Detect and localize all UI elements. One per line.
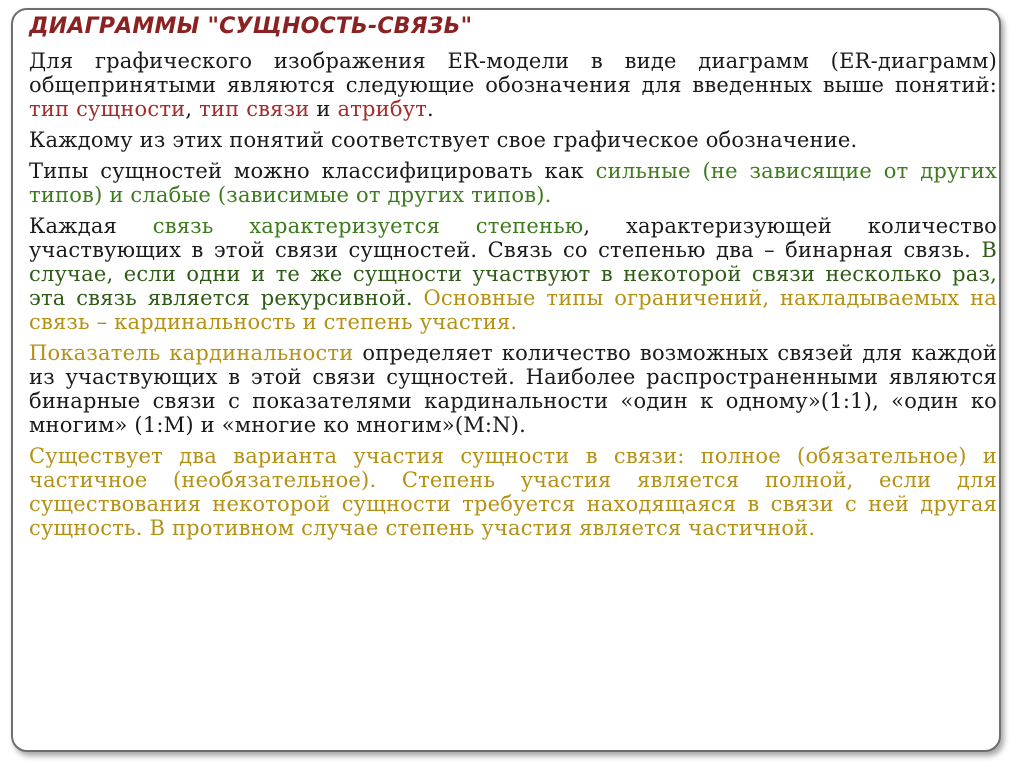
term-cardinality: Показатель кардинальности (29, 341, 354, 365)
term-relationship-type: тип связи (199, 97, 310, 121)
paragraph-relationship-degree (29, 214, 1001, 334)
p4-text-1: Каждая (29, 214, 153, 238)
p1-text-7: . (427, 97, 434, 121)
p1-text-5: и (309, 97, 338, 121)
paragraph-graphic-notation (29, 128, 1001, 152)
paragraph-cardinality (29, 341, 1001, 437)
term-entity-type: тип сущности (29, 97, 186, 121)
p4-text-3: , характеризующей количество участвующих в этой связи сущностей. Связь со степенью два – бинарная связь. (29, 214, 997, 262)
slide-title: ДИАГРАММЫ "СУЩНОСТЬ-СВЯЗЬ" (29, 14, 473, 39)
p2-text-1: Каждому из этих понятий соответствует свое графическое обозначение. (29, 128, 858, 152)
term-strong-weak: сильные (не зависящие от других типов) и слабые (зависимые от других типов). (29, 159, 997, 207)
p1-text-3: , (185, 97, 200, 121)
slide-content (29, 14, 1001, 547)
paragraph-participation (29, 444, 1001, 540)
p6-text-1: Существует два варианта участия сущности в связи: полное (обязательное) и частичное (необязательное). Степень участия является полной, если для существования некоторой сущности требуется находящаяся в связи с ней другая сущность. В противном случае степень участия является частичной. (29, 444, 997, 540)
p5-text-2: определяет количество возможных связей для каждой из участвующих в этой связи сущностей. Наиболее распространенными являются бинарные связи с показателями кардинальности «один к одному»(1:1), «один ко многим» (1:M) и «многие ко многим»(M:N). (29, 341, 997, 437)
term-relationship-degree: связь характеризуется степенью (152, 214, 584, 238)
p3-text-1: Типы сущностей можно классифицировать как (29, 159, 596, 183)
term-constraints: Основные типы ограничений, накладываемых на связь – кардинальность и степень участия. (29, 286, 997, 334)
term-recursive: В случае, если одни и те же сущности участвуют в некоторой связи несколько раз, эта связь является рекурсивной. (29, 238, 997, 310)
term-attribute: атрибут (337, 97, 428, 121)
paragraph-er-notation (29, 49, 1001, 121)
paragraph-entity-classification (29, 159, 1001, 207)
p1-text-1: Для графического изображения ER-модели в виде диаграмм (ER-диаграмм) общепринятыми являются следующие обозначения для введенных выше понятий: (29, 49, 997, 97)
